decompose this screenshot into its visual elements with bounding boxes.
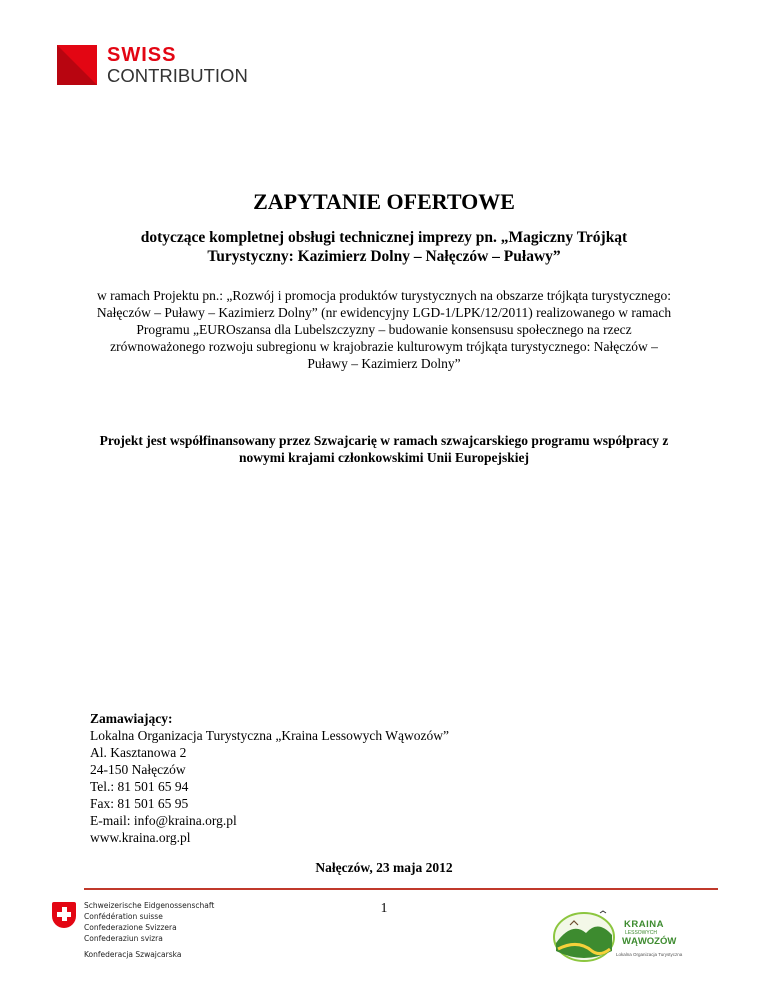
place-and-date: Nałęczów, 23 maja 2012 [315,860,453,875]
footer-divider [84,888,718,890]
page-number: 1 [380,900,388,915]
kraina-word: KRAINA [624,919,664,930]
contractor-website: www.kraina.org.pl [90,830,191,845]
confederation-name-fr: Confédération suisse [84,912,163,921]
funding-statement: Projekt jest współfinansowany przez Szwajcarię w ramach szwajcarskiego programu współpracy z nowymi krajami członkowskimi Unii Europejskiej [99,433,669,465]
swiss-confederation-logo [52,900,242,970]
contractor-fax: Fax: 81 501 65 95 [90,796,189,811]
swiss-contribution-logo [57,45,257,90]
contractor-label: Zamawiający: [90,711,173,726]
swiss-cross-icon [52,902,76,928]
confederation-name-rm: Confederaziun svizra [84,934,163,943]
kraina-tagline: Lokalna Organizacja Turystyczna [616,952,683,957]
document-subtitle: dotyczące kompletnej obsługi technicznej imprezy pn. „Magiczny Trójkąt Turystyczny: Kazimierz Dolny – Nałęczów – Puławy” [140,229,628,265]
contractor-phone: Tel.: 81 501 65 94 [90,779,189,794]
contractor-org: Lokalna Organizacja Turystyczna „Kraina Lessowych Wąwozów” [90,728,450,743]
project-description: w ramach Projektu pn.: „Rozwój i promocja produktów turystycznych na obszarze trójkąta turystycznego: Nałęczów – Puławy – Kazimierz Dolny” (nr ewidencyjny LGD-1/LPK/12/2011) realizowanego w ramach Programu „EUROszansa dla Lubelszczyzny – budowanie konsensusu społecznego na rzecz zrównoważonego rozwoju subregionu w krajobrazie kulturowym trójkąta turystycznego: Nałęczów – Puławy – Kazimierz Dolny” [96,288,672,371]
contractor-street: Al. Kasztanowa 2 [90,745,187,760]
contractor-city: 24-150 Nałęczów [90,762,186,777]
confederation-name-de: Schweizerische Eidgenossenschaft [84,901,215,910]
wawozow-word: WĄWOZÓW [622,936,677,947]
document-title: ZAPYTANIE OFERTOWE [253,189,515,214]
kraina-lessowych-wawozow-logo [548,895,708,970]
kraina-hills-icon [548,895,628,970]
confederation-name-it: Confederazione Svizzera [84,923,177,932]
confederation-names [84,900,214,944]
contracting-authority-block [90,710,570,846]
logo-line1: SWISS [107,44,177,66]
lessowych-word: LESSOWYCH [625,930,657,936]
confederation-name-pl: Konfederacja Szwajcarska [84,950,182,959]
logo-line2: CONTRIBUTION [107,65,248,86]
contractor-email: E-mail: info@kraina.org.pl [90,813,237,828]
swiss-contribution-mark-icon [57,45,97,85]
